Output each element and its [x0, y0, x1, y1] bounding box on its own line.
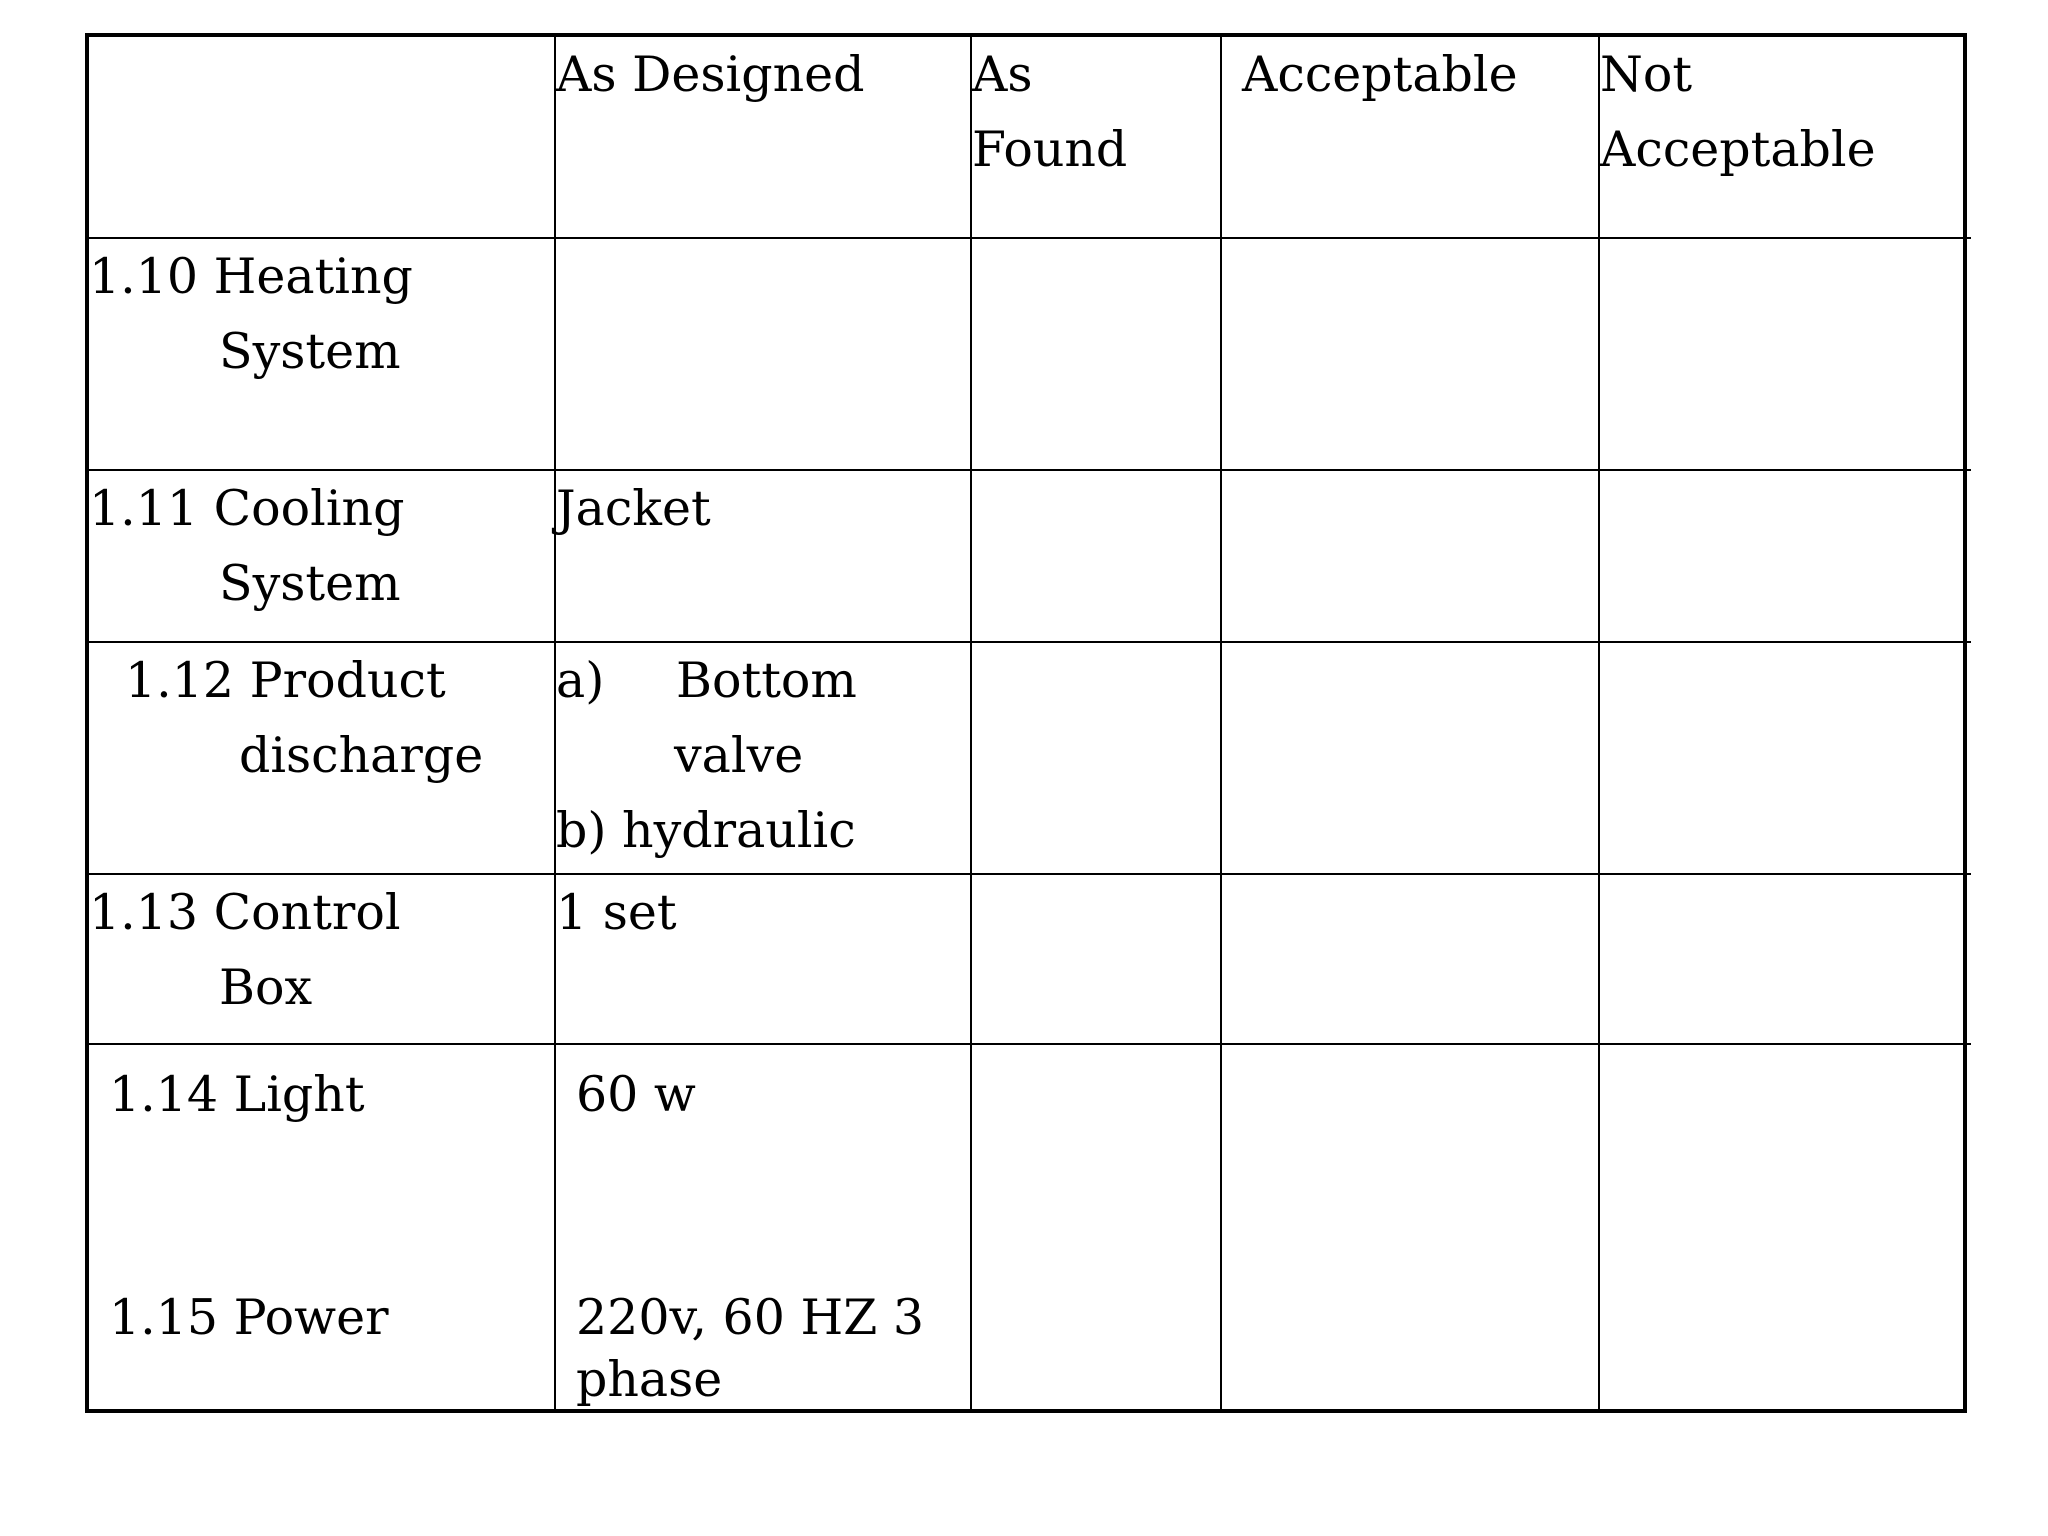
header-blank — [89, 37, 555, 238]
table-row-product-discharge — [89, 642, 1971, 874]
acceptable-cooling — [1221, 470, 1599, 642]
item-power: 1.15 Power — [109, 1289, 389, 1346]
header-acceptable: Acceptable — [1221, 37, 1599, 238]
as-found-cooling — [971, 470, 1221, 642]
acceptable-product-discharge — [1221, 642, 1599, 874]
item-light-power — [89, 1044, 555, 1411]
item-heating-system: 1.10 Heating System — [89, 238, 555, 470]
as-found-heating — [971, 238, 1221, 470]
header-as-designed: As Designed — [555, 37, 971, 238]
not-acceptable-control-box — [1599, 874, 1971, 1044]
table-row-light-power — [89, 1044, 1971, 1411]
as-designed-control-box: 1 set — [555, 874, 971, 1044]
acceptable-control-box — [1221, 874, 1599, 1044]
acceptable-light-power — [1221, 1044, 1599, 1411]
as-designed-heating — [555, 238, 971, 470]
not-acceptable-heating — [1599, 238, 1971, 470]
as-found-light-power — [971, 1044, 1221, 1411]
as-designed-light-power — [555, 1044, 971, 1411]
as-designed-power: 220v, 60 HZ 3 phase — [576, 1289, 925, 1408]
as-found-product-discharge — [971, 642, 1221, 874]
table-row-heating — [89, 238, 1971, 470]
not-acceptable-cooling — [1599, 470, 1971, 642]
inspection-spec-table — [89, 37, 1971, 1411]
as-designed-product-discharge: a) Bottom valve b) hydraulic — [555, 642, 971, 874]
acceptable-heating — [1221, 238, 1599, 470]
as-designed-light: 60 w — [576, 1066, 696, 1123]
spec-table-frame — [85, 33, 1967, 1413]
not-acceptable-light-power — [1599, 1044, 1971, 1411]
not-acceptable-product-discharge — [1599, 642, 1971, 874]
header-as-found: As Found — [971, 37, 1221, 238]
table-header-row — [89, 37, 1971, 238]
item-product-discharge: 1.12 Product discharge — [89, 642, 555, 874]
item-light: 1.14 Light — [109, 1066, 365, 1123]
as-found-control-box — [971, 874, 1221, 1044]
table-row-cooling — [89, 470, 1971, 642]
as-designed-cooling: Jacket — [555, 470, 971, 642]
table-row-control-box — [89, 874, 1971, 1044]
item-cooling-system: 1.11 Cooling System — [89, 470, 555, 642]
item-control-box: 1.13 Control Box — [89, 874, 555, 1044]
header-not-acceptable: Not Acceptable — [1599, 37, 1971, 238]
